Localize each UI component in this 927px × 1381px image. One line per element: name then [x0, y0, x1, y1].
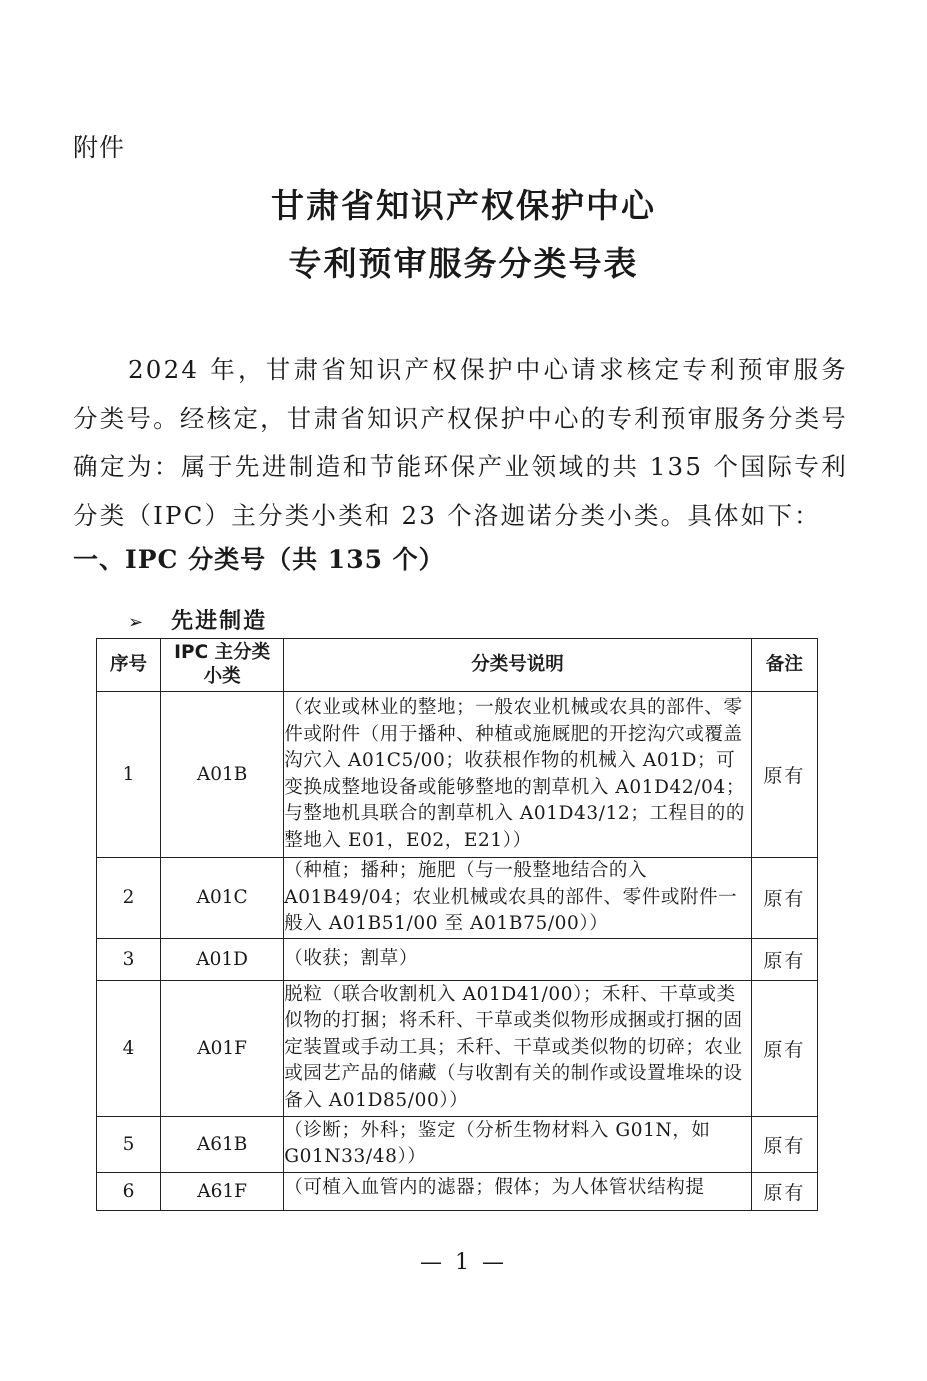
- intro-paragraph: 2024 年，甘肃省知识产权保护中心请求核定专利预审服务分类号。经核定，甘肃省知识产权保护中心的专利预审服务分类号确定为：属于先进制造和节能环保产业领域的共 135 个国际专利分类（IPC）主分类小类和 23 个洛迦诺分类小类。具体如下：: [73, 355, 848, 530]
- table-row: [97, 938, 818, 980]
- row-no: 3: [97, 938, 161, 980]
- row-desc: 脱粒（联合收割机入 A01D41/00）；禾秆、干草或类似物的打捆；将禾秆、干草或类似物形成捆或打捆的固定装置或手动工具；禾秆、干草或类似物的切碎；农业或园艺产品的储藏（与收割有关的制作或设置堆垛的设备入 A01D85/00））: [284, 980, 752, 1116]
- row-note: 原有: [751, 1116, 817, 1172]
- row-code: A01D: [161, 938, 284, 980]
- table-row: [97, 1172, 818, 1210]
- header-no: 序号: [97, 639, 161, 692]
- row-code: A01C: [161, 858, 284, 939]
- subsection-heading: [128, 604, 267, 635]
- row-code: A01B: [161, 692, 284, 858]
- subsection-label: 先进制造: [171, 609, 268, 634]
- row-note: 原有: [751, 938, 817, 980]
- page-number: — 1 —: [420, 1250, 507, 1275]
- row-note: 原有: [751, 858, 817, 939]
- header-code-label: IPC 主分类小类: [174, 642, 271, 687]
- document-title-line1: 甘肃省知识产权保护中心: [271, 186, 656, 225]
- table-row: [97, 980, 818, 1116]
- row-desc-text: （可植入血管内的滤器；假体；为人体管状结构提: [284, 1177, 705, 1198]
- table-row: [97, 1116, 818, 1172]
- header-desc: 分类号说明: [284, 639, 752, 692]
- row-note: 原有: [751, 1172, 817, 1210]
- row-desc: （农业或林业的整地；一般农业机械或农具的部件、零件或附件（用于播种、种植或施厩肥的开挖沟穴或覆盖沟穴入 A01C5/00；收获根作物的机械入 A01D；可变换成整地设备或能够整地的割草机入 A01D42/04；与整地机具联合的割草机入 A01D43/12；工程目的的整地入 E01，E02，E21））: [284, 692, 752, 858]
- row-no: 1: [97, 692, 161, 858]
- row-code: A01F: [161, 980, 284, 1116]
- row-note: 原有: [751, 980, 817, 1116]
- table-row: [97, 858, 818, 939]
- row-no: 2: [97, 858, 161, 939]
- row-code: A61B: [161, 1116, 284, 1172]
- document-title-line2: 专利预审服务分类号表: [288, 244, 639, 283]
- row-no: 5: [97, 1116, 161, 1172]
- table-row: [97, 692, 818, 858]
- arrow-bullet-icon: ➢: [128, 612, 146, 633]
- ipc-classification-table: [96, 638, 818, 1211]
- row-desc: （诊断；外科；鉴定（分析生物材料入 G01N，如 G01N33/48））: [284, 1116, 752, 1172]
- row-desc: （收获；割草）: [284, 938, 752, 980]
- attachment-label: 附件: [73, 133, 126, 162]
- section-heading: 一、IPC 分类号（共 135 个）: [73, 545, 445, 574]
- row-no: 6: [97, 1172, 161, 1210]
- row-note: 原有: [751, 692, 817, 858]
- row-desc: [284, 1172, 752, 1210]
- table-header-row: [97, 639, 818, 692]
- row-desc: （种植；播种；施肥（与一般整地结合的入 A01B49/04；农业机械或农具的部件、零件或附件一般入 A01B51/00 至 A01B75/00））: [284, 858, 752, 939]
- header-note: 备注: [751, 639, 817, 692]
- row-code: A61F: [161, 1172, 284, 1210]
- row-no: 4: [97, 980, 161, 1116]
- header-code: [161, 639, 284, 692]
